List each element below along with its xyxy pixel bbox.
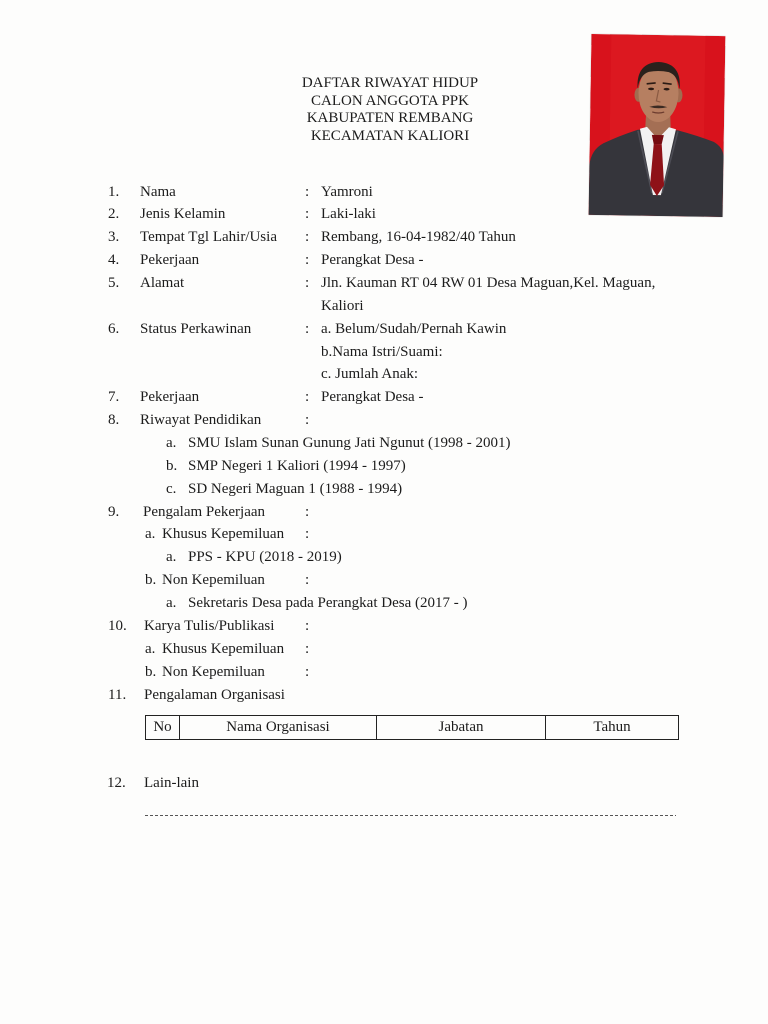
pekerjaan-group-khusus [0,523,768,546]
pekerjaan-value: Perangkat Desa - [321,389,424,406]
entry-marker: a. [166,435,177,452]
tempat-tgl-lahir-label: Tempat Tgl Lahir/Usia [140,229,277,246]
item-number: 4. [108,252,120,269]
jenis-kelamin-value: Laki-laki [321,206,376,223]
nama-value: Yamroni [321,183,373,200]
entry-marker: b. [166,457,178,474]
pendidikan-entry-text: SMU Islam Sunan Gunung Jati Ngunut (1998 - 2001) [188,435,511,452]
pendidikan-entry-text: SD Negeri Maguan 1 (1988 - 1994) [188,480,403,497]
field-jenis-kelamin [0,203,768,226]
title-line-4: KECAMATAN KALIORI [310,128,470,145]
riwayat-pendidikan-label: Riwayat Pendidikan [140,412,262,429]
colon-separator: : [305,412,310,429]
field-nama-istri-suami [0,341,768,364]
group-marker: a. [145,640,156,657]
item-number: 8. [108,412,120,429]
pekerjaan-entry [0,546,768,569]
group-label: Khusus Kepemiluan [162,526,285,543]
field-pekerjaan [0,249,768,272]
status-perkawinan-label: Status Perkawinan [140,320,252,337]
item-number: 6. [108,320,120,337]
entry-marker: a. [166,549,177,566]
colon-separator: : [305,206,310,223]
title-line-2: CALON ANGGOTA PPK [311,92,469,109]
pekerjaan-entry-text: Sekretaris Desa pada Perangkat Desa (2017 - ) [188,595,468,612]
pendidikan-entry-text: SMP Negeri 1 Kaliori (1994 - 1997) [188,457,406,474]
pekerjaan-group-non [0,569,768,592]
colon-separator: : [305,389,310,406]
tempat-tgl-lahir-value: Rembang, 16-04-1982/40 Tahun [321,229,516,246]
colon-separator: : [305,320,310,337]
item-number: 2. [108,206,120,223]
group-marker: b. [145,572,157,589]
group-label: Khusus Kepemiluan [162,640,285,657]
field-pengalaman-organisasi [0,684,768,707]
organisasi-table [145,715,679,740]
pengalaman-organisasi-label: Pengalaman Organisasi [144,686,285,703]
colon-separator: : [305,572,310,589]
karya-group-khusus [0,638,768,661]
column-header-tahun: Tahun [546,716,679,740]
field-nama [0,181,768,204]
status-perkawinan-value: a. Belum/Sudah/Pernah Kawin [321,320,507,337]
entry-marker: a. [166,595,177,612]
item-number: 10. [108,617,127,634]
tie-knot [652,135,664,144]
pekerjaan-label: Pekerjaan [140,252,200,269]
pendidikan-entry [0,432,768,455]
column-header-no: No [146,716,180,740]
field-karya-tulis [0,615,768,638]
item-number: 5. [108,275,120,292]
organisasi-table-grid [145,715,679,740]
item-number: 7. [108,389,120,406]
group-marker: a. [145,526,156,543]
field-alamat-continued [0,295,768,318]
pekerjaan-label: Pekerjaan [140,389,200,406]
colon-separator: : [305,229,310,246]
field-pengalaman-pekerjaan [0,501,768,524]
pengalaman-pekerjaan-label: Pengalam Pekerjaan [143,503,266,520]
field-alamat [0,272,768,295]
group-label: Non Kepemiluan [162,572,265,589]
field-jumlah-anak [0,363,768,386]
colon-separator: : [305,617,310,634]
item-number: 9. [108,503,120,520]
colon-separator: : [305,275,310,292]
title-line-1: DAFTAR RIWAYAT HIDUP [301,75,479,91]
nama-label: Nama [140,183,176,200]
karya-tulis-label: Karya Tulis/Publikasi [144,617,275,634]
colon-separator: : [305,526,310,543]
jumlah-anak-label: c. Jumlah Anak: [321,366,419,383]
pekerjaan-value: Perangkat Desa - [321,252,424,269]
nama-istri-suami-label: b.Nama Istri/Suami: [321,343,443,360]
lain-lain-label: Lain-lain [144,774,199,791]
item-number: 3. [108,229,120,246]
field-pekerjaan-2 [0,386,768,409]
item-number: 11. [108,686,127,703]
alamat-label: Alamat [140,275,185,292]
field-status-perkawinan [0,318,768,341]
karya-group-non [0,661,768,684]
pendidikan-entry [0,455,768,478]
column-header-jabatan: Jabatan [377,716,546,740]
lain-lain-row [0,772,768,795]
colon-separator: : [305,252,310,269]
group-marker: b. [145,663,157,680]
item-number: 12. [107,774,126,791]
pekerjaan-entry [0,592,768,615]
colon-separator: : [305,183,310,200]
alamat-value-line-2: Kaliori [321,297,364,314]
pendidikan-entry [0,478,768,501]
title-line-3: KABUPATEN REMBANG [306,110,474,127]
field-tempat-tgl-lahir [0,226,768,249]
column-header-nama-organisasi: Nama Organisasi [180,716,377,740]
pekerjaan-entry-text: PPS - KPU (2018 - 2019) [188,549,342,566]
field-riwayat-pendidikan [0,409,768,432]
biodata-list [0,181,768,707]
dotted-fill-line [145,815,676,816]
colon-separator: : [305,503,310,520]
group-label: Non Kepemiluan [162,663,265,680]
alamat-value-line-1: Jln. Kauman RT 04 RW 01 Desa Maguan,Kel. Maguan, [321,275,656,292]
field-lain-lain [0,772,768,795]
document-title [240,75,540,146]
colon-separator: : [305,663,310,680]
item-number: 1. [108,183,120,200]
colon-separator: : [305,640,310,657]
entry-marker: c. [166,480,177,497]
jenis-kelamin-label: Jenis Kelamin [140,206,226,223]
table-header-row [146,716,679,740]
